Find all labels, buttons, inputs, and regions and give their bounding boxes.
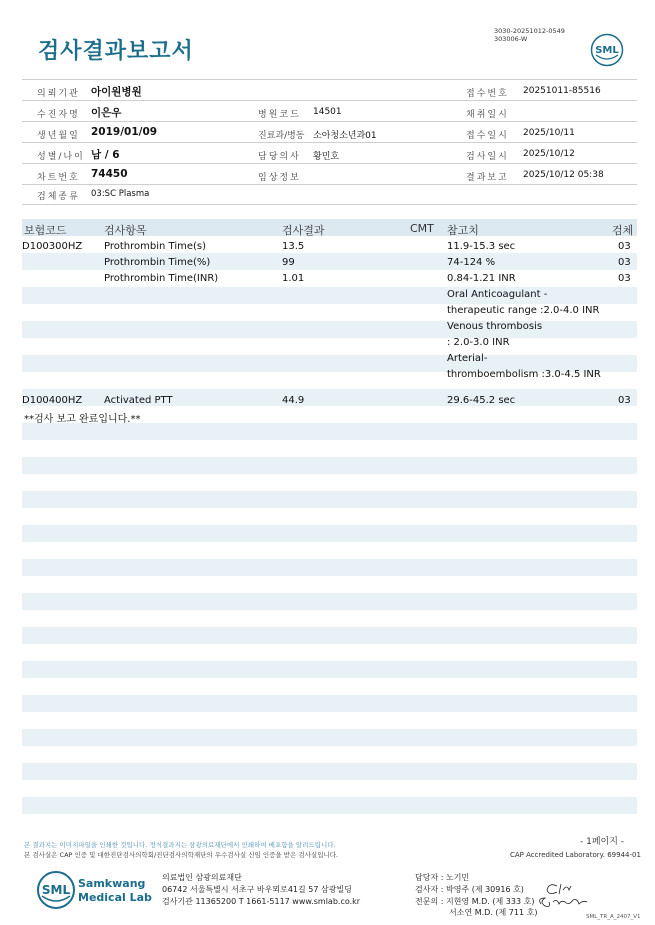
cell-result: 99 <box>282 257 295 268</box>
table-row-stripe <box>22 491 637 508</box>
cell-specimen: 03 <box>618 257 631 268</box>
doctor-value: 황민호 <box>313 152 340 162</box>
column-header-reference: 참고치 <box>447 224 479 237</box>
samkwang-logo <box>36 870 156 914</box>
cell-reference: thromboembolism :3.0-4.5 INR <box>447 369 601 380</box>
cell-specimen: 03 <box>618 395 631 406</box>
chart-no-value: 74450 <box>91 168 128 180</box>
cell-result: 1.01 <box>282 273 305 284</box>
test-date-label: 검사일시 <box>466 152 509 162</box>
reception-no-value: 20251011-85516 <box>523 86 601 96</box>
table-row-stripe <box>22 695 637 712</box>
cell-reference: 11.9-15.3 sec <box>447 241 516 252</box>
logo-line1: Samkwang <box>78 877 146 890</box>
sml-logo-mark <box>36 870 156 910</box>
sml-logo <box>590 33 624 67</box>
cell-item: Prothrombin Time(%) <box>104 257 211 268</box>
cell-item: Prothrombin Time(s) <box>104 241 207 252</box>
hospital-label: 의뢰기관 <box>37 89 80 99</box>
reception-date-label: 접수일시 <box>466 131 509 141</box>
collect-date-label: 채취일시 <box>466 110 509 120</box>
table-row-stripe <box>22 321 637 338</box>
document-number-line2: 303006-W <box>494 35 528 43</box>
column-header-item: 검사항목 <box>104 224 147 237</box>
manager: 담당자 : 노기민 <box>415 873 470 882</box>
report-date-label: 결과보고 <box>466 173 509 183</box>
table-row-stripe <box>22 559 637 576</box>
table-row-stripe <box>22 797 637 814</box>
document-number <box>494 27 565 43</box>
dob-label: 생년월일 <box>37 131 80 141</box>
clinical-info-label: 임상정보 <box>258 173 301 183</box>
specimen-type-label: 검체종류 <box>37 192 80 202</box>
cell-reference: therapeutic range :2.0-4.0 INR <box>447 305 600 316</box>
table-row-stripe <box>22 525 637 542</box>
cell-result: 13.5 <box>282 241 305 252</box>
chart-no-label: 차트번호 <box>37 173 80 183</box>
signature-image <box>535 876 595 912</box>
divider <box>22 121 637 122</box>
cell-item: Activated PTT <box>104 395 173 406</box>
test-date-value: 2025/10/12 <box>523 149 575 159</box>
cell-reference: 29.6-45.2 sec <box>447 395 516 406</box>
column-header-result: 검사결과 <box>282 224 325 237</box>
reception-date-value: 2025/10/11 <box>523 128 575 138</box>
table-row-stripe <box>22 457 637 474</box>
cell-reference: 0.84-1.21 INR <box>447 273 516 284</box>
cell-specimen: 03 <box>618 273 631 284</box>
table-row-stripe <box>22 627 637 644</box>
report-title: 검사결과보고서 <box>38 39 194 64</box>
org-address: 06742 서울특별시 서초구 바우뫼로41길 57 삼광빌딩 <box>162 885 352 894</box>
table-row-stripe <box>22 729 637 746</box>
logo-line2: Medical Lab <box>78 891 152 904</box>
document-number-line1: 3030-20251012-0549 <box>494 27 565 35</box>
form-number: SML_TR_A_2407_V1 <box>586 914 641 920</box>
reception-no-label: 접수번호 <box>466 89 509 99</box>
divider <box>22 79 637 80</box>
divider <box>22 204 637 205</box>
accreditation-notice: 본 검사실은 CAP 인증 및 대한진단검사의학회/진단검사의학재단의 우수검사실 신임 인증을 받은 검사실입니다. <box>24 851 339 859</box>
column-header-specimen: 검체 <box>612 224 634 237</box>
report-date-value: 2025/10/12 05:38 <box>523 170 604 180</box>
divider <box>22 142 637 143</box>
cell-reference: Venous thrombosis <box>447 321 543 332</box>
table-row-stripe <box>22 763 637 780</box>
cell-reference: : 2.0-3.0 INR <box>447 337 510 348</box>
patient-label: 수진자명 <box>37 110 80 120</box>
table-row-stripe <box>22 661 637 678</box>
specimen-type-value: 03:SC Plasma <box>91 189 150 199</box>
dept-label: 진료과/병동 <box>258 131 305 141</box>
divider <box>22 100 637 101</box>
sml-logo-text: SML <box>595 45 619 56</box>
image-print-notice: 본 결과지는 이미지파일을 인쇄한 것입니다. 정식결과지는 삼광의료재단에서 인쇄하여 배포함을 알려드립니다. <box>24 841 336 849</box>
cell-specimen: 03 <box>618 241 631 252</box>
completion-note: **검사 보고 완료입니다.** <box>24 414 141 425</box>
cell-code: D100400HZ <box>22 395 83 406</box>
org-contact: 검사기관 11365200 T 1661-5117 www.smlab.co.kr <box>162 897 361 906</box>
table-row-stripe <box>22 423 637 440</box>
dob-value: 2019/01/09 <box>91 126 158 138</box>
specialist-2: 서소연 M.D. (제 711 호) <box>449 908 538 917</box>
cell-item: Prothrombin Time(INR) <box>104 273 219 284</box>
divider <box>22 163 637 164</box>
cell-reference: Oral Anticoagulant - <box>447 289 548 300</box>
sml-logo-mark-text: SML <box>41 883 71 897</box>
column-header-code: 보험코드 <box>24 224 67 237</box>
tester: 검사자 : 박영주 (제 30916 호) <box>415 885 524 894</box>
doctor-label: 담당의사 <box>258 152 301 162</box>
column-header-cmt: CMT <box>410 222 434 235</box>
cell-result: 44.9 <box>282 395 305 406</box>
table-row-stripe <box>22 593 637 610</box>
hospital-code-label: 병원코드 <box>258 110 301 120</box>
page-number: - 1페이지 - <box>580 837 625 847</box>
hospital-code-value: 14501 <box>313 107 342 117</box>
sex-age-value: 남 / 6 <box>91 149 120 161</box>
sex-age-label: 성별/나이 <box>37 152 85 162</box>
cell-reference: Arterial- <box>447 353 488 364</box>
cap-accreditation: CAP Accredited Laboratory. 69944-01 <box>510 851 641 859</box>
dept-value: 소아청소년과01 <box>313 131 377 141</box>
patient-value: 이은우 <box>91 107 122 119</box>
cell-reference: 74-124 % <box>447 257 496 268</box>
hospital-value: 아이원병원 <box>91 86 142 98</box>
cell-code: D100300HZ <box>22 241 83 252</box>
org-name: 의료법인 삼광의료재단 <box>162 873 242 882</box>
specialist-1: 전문의 : 지현영 M.D. (제 333 호) <box>415 897 535 906</box>
divider <box>22 184 637 185</box>
